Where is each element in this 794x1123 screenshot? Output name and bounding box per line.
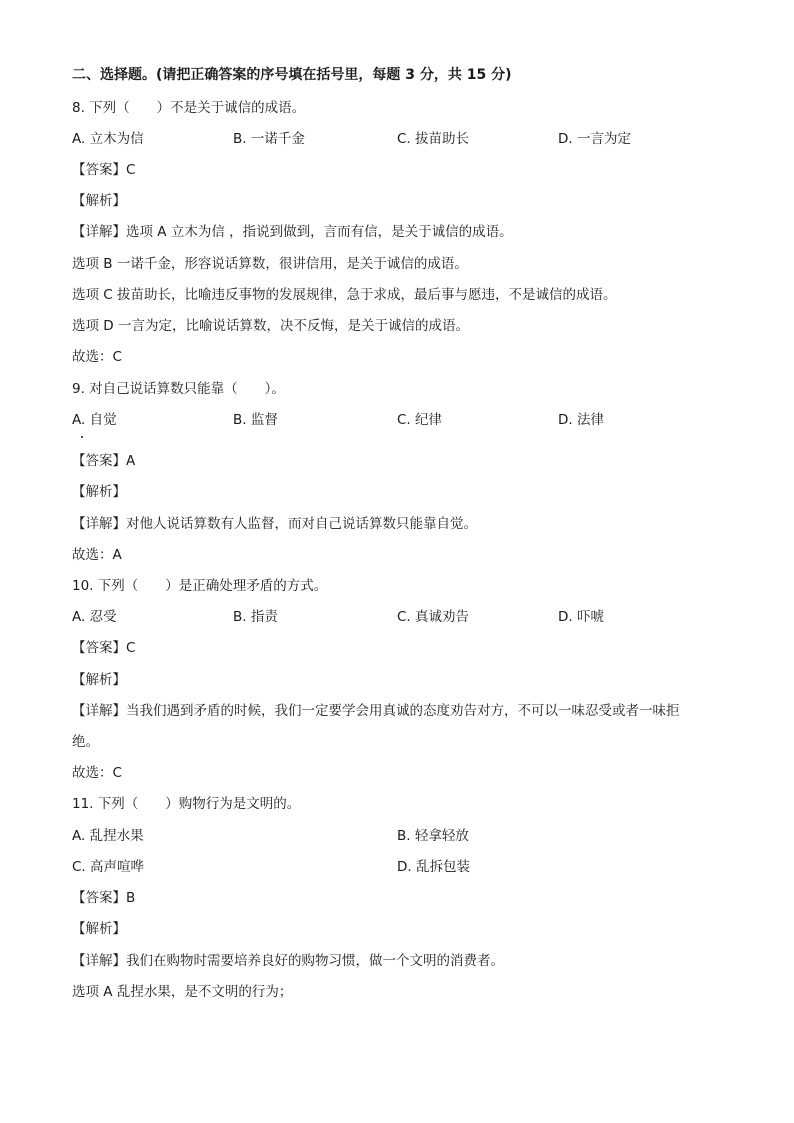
question-9-option-d: D. 法律: [558, 412, 604, 428]
question-11-answer: 【答案】B: [72, 890, 136, 906]
question-9-conclusion: 故选：A: [72, 547, 122, 563]
question-8-detail-line: 选项 C 拔苗助长，比喻违反事物的发展规律，急于求成，最后事与愿违，不是诚信的成语。: [72, 287, 617, 303]
question-8-option-a: A. 立木为信: [72, 131, 144, 147]
question-8-answer: 【答案】C: [72, 162, 136, 178]
question-10-stem: 10. 下列（ ）是正确处理矛盾的方式。: [72, 578, 328, 594]
question-9-option-a: A. 自觉: [72, 412, 117, 428]
question-8-detail-line: 【详解】选项 A 立木为信 ，指说到做到，言而有信，是关于诚信的成语。: [72, 224, 513, 240]
section-title: 二、选择题。(请把正确答案的序号填在括号里，每题 3 分，共 15 分): [72, 67, 512, 83]
question-11-option-c: C. 高声喧哗: [72, 859, 145, 875]
question-11-stem: 11. 下列（ ）购物行为是文明的。: [72, 796, 301, 812]
question-8-conclusion: 故选：C: [72, 349, 122, 365]
question-8-analysis-label: 【解析】: [72, 193, 126, 209]
question-8-detail-line: 选项 B 一诺千金，形容说话算数，很讲信用，是关于诚信的成语。: [72, 256, 468, 272]
stray-mark: [81, 436, 83, 438]
question-10-option-a: A. 忍受: [72, 609, 117, 625]
question-10-option-b: B. 指责: [233, 609, 278, 625]
question-11-detail-line: 【详解】我们在购物时需要培养良好的购物习惯，做一个文明的消费者。: [72, 953, 504, 969]
question-10-detail-line: 【详解】当我们遇到矛盾的时候，我们一定要学会用真诚的态度劝告对方，不可以一味忍受或者一味拒: [72, 703, 680, 719]
question-9-analysis-label: 【解析】: [72, 484, 126, 500]
question-9-answer: 【答案】A: [72, 453, 136, 469]
question-8-option-c: C. 拔苗助长: [397, 131, 470, 147]
question-9-option-c: C. 纪律: [397, 412, 443, 428]
question-9-option-b: B. 监督: [233, 412, 278, 428]
question-11-option-a: A. 乱捏水果: [72, 828, 144, 844]
question-11-detail-line: 选项 A 乱捏水果，是不文明的行为；: [72, 984, 293, 1000]
question-10-answer: 【答案】C: [72, 640, 136, 656]
question-10-conclusion: 故选：C: [72, 765, 122, 781]
question-8-stem: 8. 下列（ ）不是关于诚信的成语。: [72, 100, 306, 116]
question-9-detail-line: 【详解】对他人说话算数有人监督，而对自己说话算数只能靠自觉。: [72, 516, 477, 532]
question-8-option-b: B. 一诺千金: [233, 131, 305, 147]
question-8-detail-line: 选项 D 一言为定，比喻说话算数，决不反悔，是关于诚信的成语。: [72, 318, 469, 334]
question-10-detail-line: 绝。: [72, 734, 99, 750]
question-10-option-d: D. 吓唬: [558, 609, 604, 625]
question-10-option-c: C. 真诚劝告: [397, 609, 470, 625]
question-10-analysis-label: 【解析】: [72, 672, 126, 688]
question-8-option-d: D. 一言为定: [558, 131, 631, 147]
question-11-option-b: B. 轻拿轻放: [397, 828, 469, 844]
question-11-analysis-label: 【解析】: [72, 921, 126, 937]
question-11-option-d: D. 乱拆包装: [397, 859, 470, 875]
question-9-stem: 9. 对自己说话算数只能靠（ ）。: [72, 381, 285, 397]
